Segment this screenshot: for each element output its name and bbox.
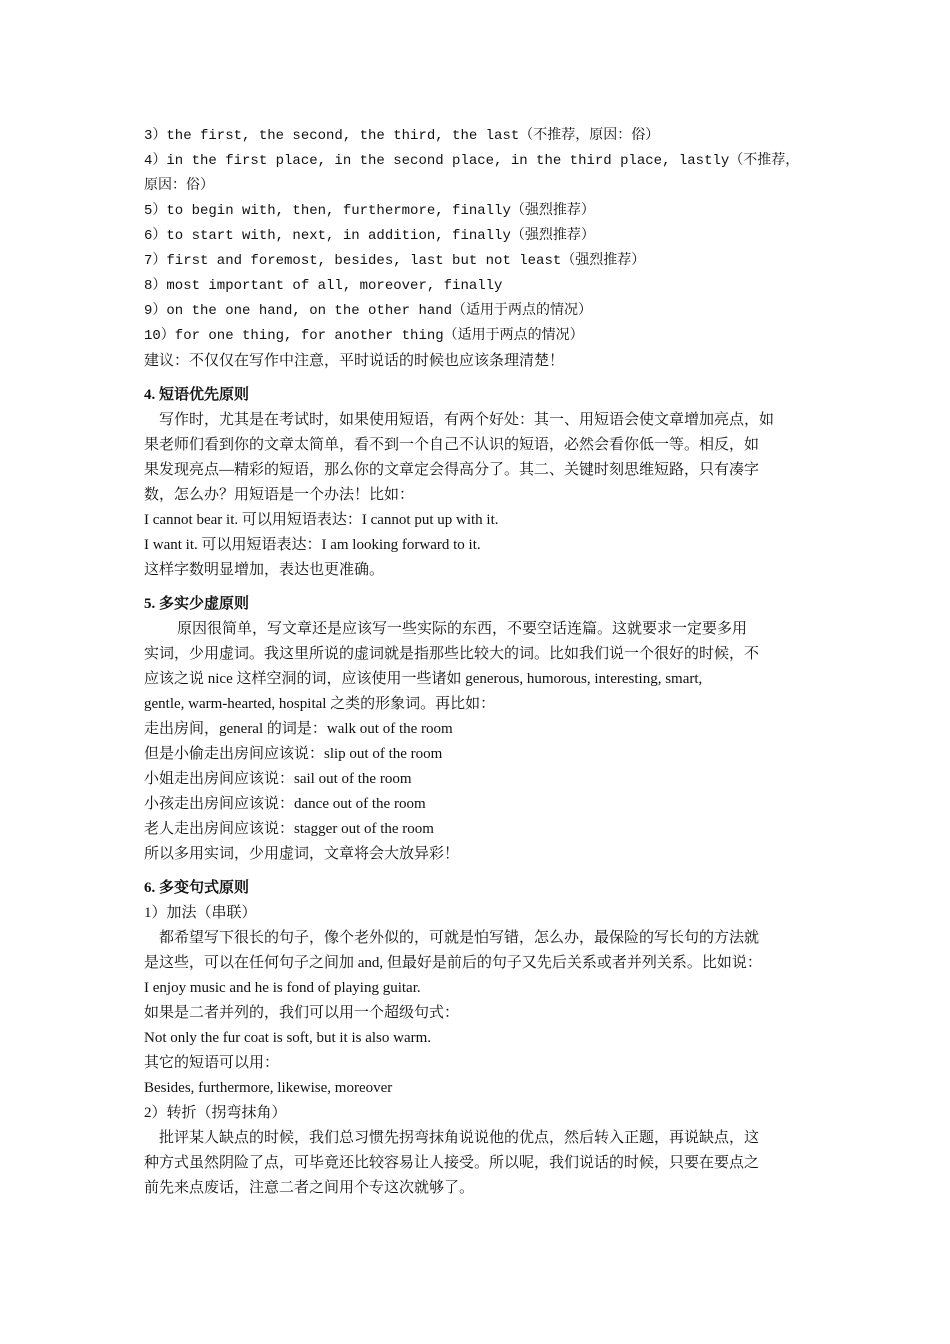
paragraph-line: 前先来点废话，注意二者之间用个专这次就够了。 xyxy=(144,1180,475,1196)
example-line: I want it. 可以用短语表达：I am looking forward to it. xyxy=(144,537,481,553)
subsection-heading: 1）加法（串联） xyxy=(144,905,257,921)
advice-text: 建议：不仅仅在写作中注意，平时说话的时候也应该条理清楚！ xyxy=(144,353,565,369)
paragraph-line: 所以多用实词，少用虚词，文章将会大放异彩！ xyxy=(144,846,460,862)
list-item: 10）for one thing, for another thing（适用于两点的情况） xyxy=(144,328,584,344)
paragraph-line: 数，怎么办？用短语是一个办法！比如： xyxy=(144,487,415,503)
example-line: 老人走出房间应该说：stagger out of the room xyxy=(144,821,434,837)
paragraph-line: 其它的短语可以用： xyxy=(144,1055,280,1071)
paragraph-line: 如果是二者并列的，我们可以用一个超级句式： xyxy=(144,1005,460,1021)
paragraph-line: 果发现亮点—精彩的短语，那么你的文章定会得高分了。其二、关键时刻思维短路，只有凑字 xyxy=(144,462,760,478)
section-heading: 6. 多变句式原则 xyxy=(144,880,250,896)
example-line: Besides, furthermore, likewise, moreover xyxy=(144,1080,393,1096)
paragraph-line: 果老师们看到你的文章太简单，看不到一个自己不认识的短语，必然会看你低一等。相反，如 xyxy=(144,437,760,453)
paragraph-line: 都希望写下很长的句子，像个老外似的，可就是怕写错，怎么办，最保险的写长句的方法就 xyxy=(159,930,760,946)
list-item: 9）on the one hand, on the other hand（适用于两点的情况） xyxy=(144,303,593,319)
example-line: 小孩走出房间应该说：dance out of the room xyxy=(144,796,426,812)
list-item: 8）most important of all, moreover, finally xyxy=(144,278,503,294)
paragraph-line: gentle, warm-hearted, hospital 之类的形象词。再比如： xyxy=(144,696,496,712)
section-heading: 4. 短语优先原则 xyxy=(144,387,250,403)
list-item: 6）to start with, next, in addition, finally（强烈推荐） xyxy=(144,228,595,244)
paragraph-line: 这样字数明显增加，表达也更准确。 xyxy=(144,562,385,578)
list-item: 5）to begin with, then, furthermore, finally（强烈推荐） xyxy=(144,203,595,219)
paragraph-line: 实词，少用虚词。我这里所说的虚词就是指那些比较大的词。比如我们说一个很好的时候，不 xyxy=(144,646,760,662)
paragraph-line: 写作时，尤其是在考试时，如果使用短语，有两个好处：其一、用短语会使文章增加亮点，如 xyxy=(159,412,775,428)
paragraph-line: 原因很简单，写文章还是应该写一些实际的东西，不要空话连篇。这就要求一定要多用 xyxy=(177,621,748,637)
list-item: 3）the first, the second, the third, the last（不推荐，原因：俗） xyxy=(144,128,660,144)
paragraph-line: 是这些，可以在任何句子之间加 and, 但最好是前后的句子又先后关系或者并列关系。比如说： xyxy=(144,955,762,971)
example-line: 走出房间，general 的词是：walk out of the room xyxy=(144,721,453,737)
document-page xyxy=(144,124,814,1201)
subsection-heading: 2）转折（拐弯抹角） xyxy=(144,1105,287,1121)
example-line: I enjoy music and he is fond of playing guitar. xyxy=(144,980,421,996)
list-item: 4）in the first place, in the second place, in the third place, lastly（不推荐， xyxy=(144,153,800,169)
example-line: 小姐走出房间应该说：sail out of the room xyxy=(144,771,412,787)
example-line: I cannot bear it. 可以用短语表达：I cannot put up with it. xyxy=(144,512,499,528)
list-item: 7）first and foremost, besides, last but not least（强烈推荐） xyxy=(144,253,646,269)
paragraph-line: 批评某人缺点的时候，我们总习惯先拐弯抹角说说他的优点，然后转入正题，再说缺点，这 xyxy=(159,1130,760,1146)
paragraph-line: 应该之说 nice 这样空洞的词，应该使用一些诸如 generous, humorous, interesting, smart, xyxy=(144,671,703,687)
paragraph-line: 种方式虽然阴险了点，可毕竟还比较容易让人接受。所以呢，我们说话的时候，只要在要点之 xyxy=(144,1155,760,1171)
example-line: 但是小偷走出房间应该说：slip out of the room xyxy=(144,746,443,762)
list-item: 原因：俗） xyxy=(144,178,214,194)
example-line: Not only the fur coat is soft, but it is also warm. xyxy=(144,1030,432,1046)
section-heading: 5. 多实少虚原则 xyxy=(144,596,250,612)
